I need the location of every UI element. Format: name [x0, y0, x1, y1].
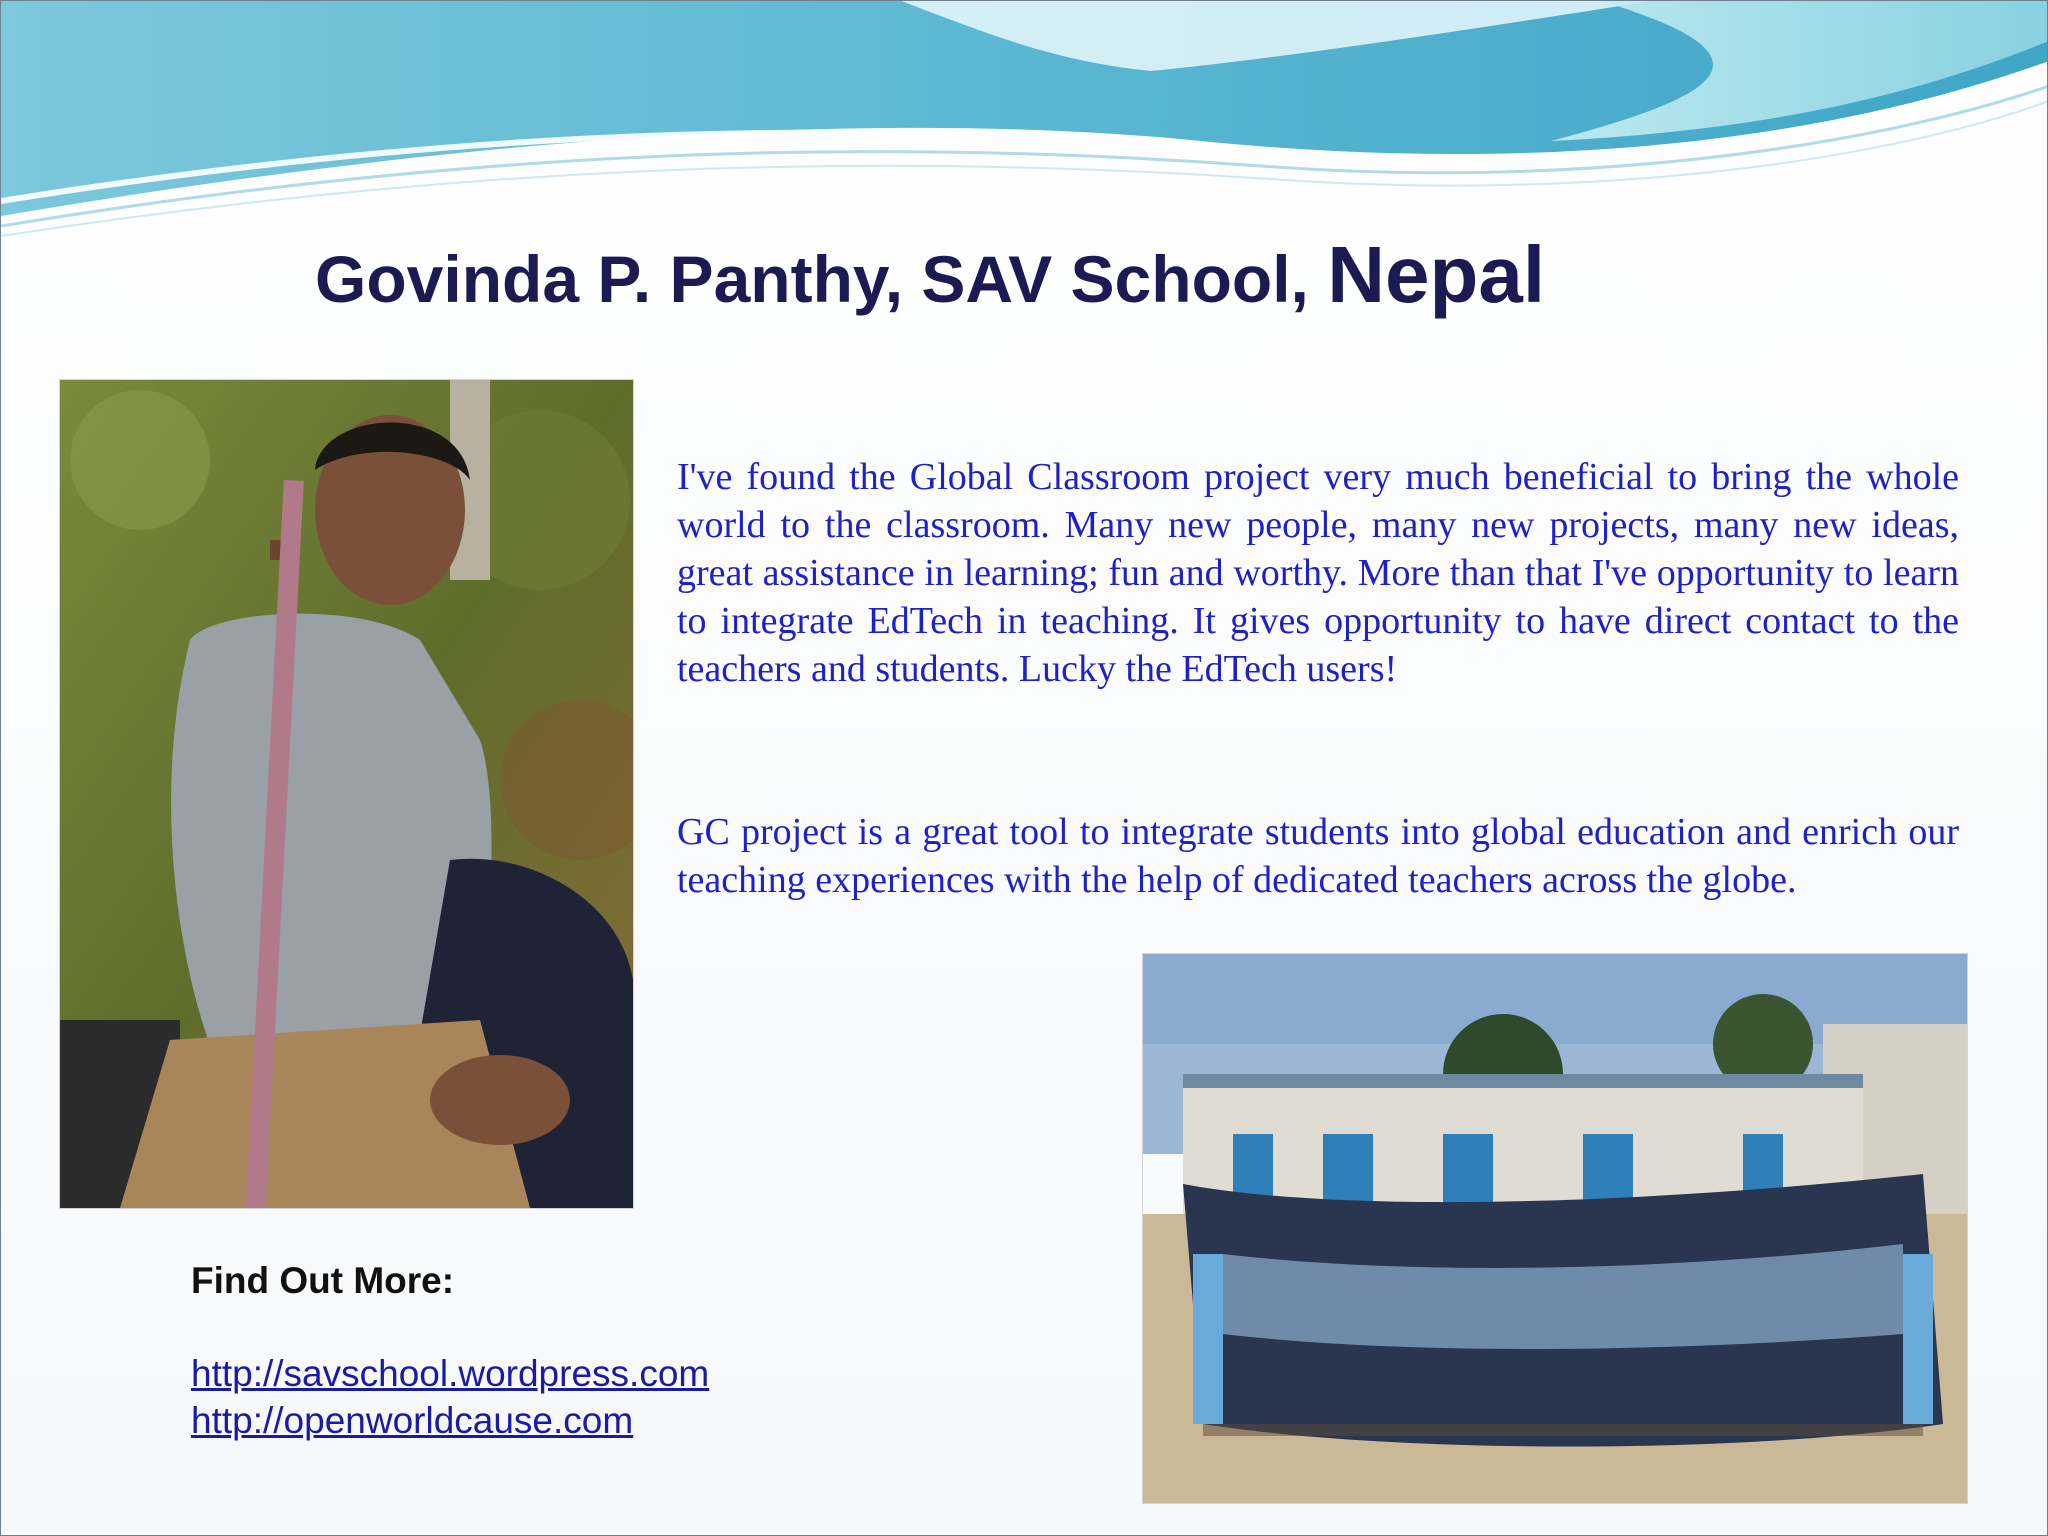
link-savschool[interactable]: http://savschool.wordpress.com	[191, 1353, 710, 1394]
portrait-image	[60, 380, 633, 1208]
school-group-image	[1143, 954, 1967, 1503]
link-openworldcause[interactable]: http://openworldcause.com	[191, 1400, 634, 1441]
quote-paragraph-2: GC project is a great tool to integrate students into global education and enrich our teaching experiences with the help of dedicated teachers across the globe.	[677, 811, 1959, 901]
slide-title	[315, 229, 1815, 321]
find-out-more	[191, 1260, 709, 1444]
wave-banner	[1, 1, 2048, 241]
quote-paragraph-1: I've found the Global Classroom project very much beneficial to bring the whole world to the classroom. Many new people, many new projects, many new ideas, great assistance in learning; fun and worthy. More than that I've opportunity to learn to integrate EdTech in teaching. It gives opportunity to have direct contact to the teachers and students. Lucky the EdTech users!	[677, 456, 1959, 690]
find-out-more-heading: Find Out More:	[191, 1260, 455, 1301]
title-text: Govinda P. Panthy, SAV School,	[315, 242, 1328, 316]
title-country: Nepal	[1327, 230, 1546, 319]
portrait-photo	[59, 379, 634, 1209]
school-group-photo	[1142, 953, 1968, 1504]
